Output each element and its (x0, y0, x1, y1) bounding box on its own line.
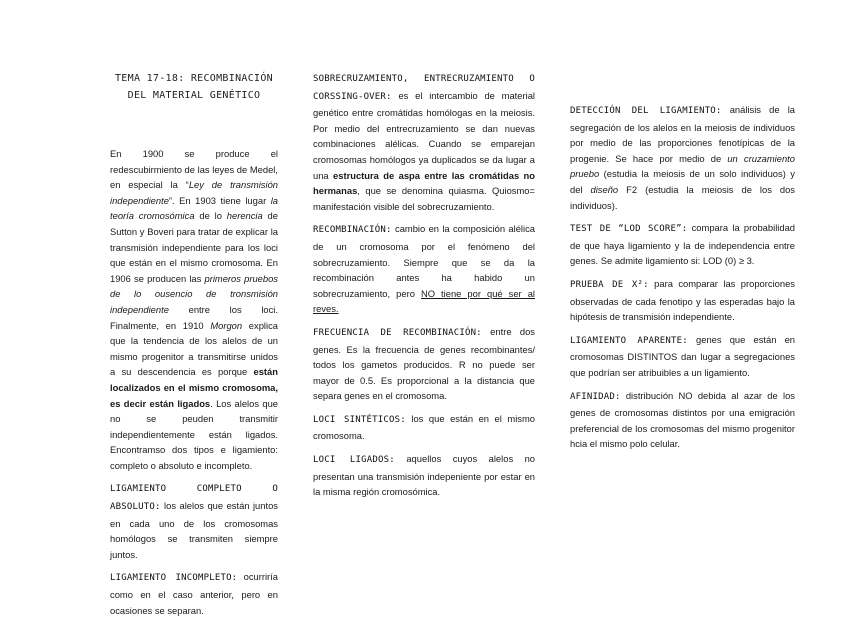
text-segment: de lo (194, 210, 227, 222)
section-heading: RECOMBINACIÓN: (313, 225, 392, 236)
text-segment: los que están en el mismo cromosoma. (313, 412, 535, 442)
text-segment: (estudia la meiosis de un solo individuos) y del (570, 168, 795, 195)
ligamiento-incompleto-text: ocurriría como en el caso anterior, pero en ocasiones se separan. (110, 571, 278, 616)
text-segment: herencia (226, 210, 263, 222)
ligamiento-aparente-paragraph (570, 332, 795, 381)
text-segment: estructura de aspa entre las cromátidas no hermanas (313, 169, 536, 197)
section-heading: TEST DE “LOD SCORE”: (570, 224, 688, 235)
text-segment: distribución NO debida al azar de los genes de cromosomas distintos por una emigración preferencial de los cromosomas del mismo progenitor hcia el mismo polo celular. (570, 389, 795, 450)
prueba-chi-paragraph (570, 276, 795, 325)
section-heading: LIGAMIENTO APARENTE: (570, 335, 688, 346)
text-segment: aquellos cuyos alelos no presentan una transmisión indepeniente por estar en la misma región cromosómica. (313, 453, 535, 498)
text-segment: para comparar las proporciones observadas de cada fenotipo y las esperadas bajo la hipótesis de transmisión independiente. (570, 277, 795, 323)
text-segment: , que se denomina quiasma. Quiosmo= manifestación visible del sobrecruzamiento. (313, 185, 535, 212)
ligamiento-completo-text: los alelos que están juntos en cada uno de los cromosomas homólogos se transmiten siempre juntos. (110, 500, 278, 560)
loci-ligados-paragraph (313, 451, 535, 500)
text-segment: . Los alelos que no se peuden transmitir independientemente están ligados. Encontramso dos tipos e ligamiento: completo o absoluto e incompleto. (110, 397, 278, 471)
text-segment: la teoría cromosómica (110, 194, 278, 222)
lod-score-paragraph (570, 220, 795, 269)
text-segment: cambio en la composición alélica de un cromosoma por el fenómeno del sobrecruzamiento. Siempre que se da la recombinación antes ha habido un sobrecruzamiento, pero (313, 223, 535, 299)
text-segment: análisis de la segregación de los alelos en la meiosis de individuos por medio de las proporciones fenotípicas de la progenie. Se hace por medio de (570, 104, 795, 164)
deteccion-ligamiento-paragraph (570, 102, 795, 213)
text-segment: primeros pruebos de lo ousencio de tronsmisión independiente (110, 272, 278, 315)
afinidad-paragraph (570, 388, 795, 452)
column-3 (570, 70, 795, 459)
text-segment: es el intercambio de material genético entre cromátidas homólogas en la meiosis. Por medio del entrecruzamiento se dan nuevas combinaciones alélicas. Cuando se emparejan cromosomas homólogos ya duplicados se da lugar a una (313, 89, 535, 181)
ligamiento-completo-paragraph (110, 480, 278, 562)
page-title: TEMA 17-18: RECOMBINACIÓN DEL MATERIAL GENÉTICO (114, 73, 273, 101)
text-segment: Morgon (210, 319, 243, 331)
section-heading: SOBRECRUZAMIENTO, ENTRECRUZAMIENTO O CORSSING-OVER: (313, 74, 535, 102)
intro-paragraph (110, 146, 278, 473)
ligamiento-incompleto-heading: LIGAMIENTO INCOMPLETO: (110, 573, 238, 584)
section-heading: DETECCIÓN DEL LIGAMIENTO: (570, 106, 722, 116)
text-segment: entre los loci. Finalmente, en 1910 (110, 303, 278, 331)
text-segment: En 1900 se produce el redescubirmiento de las leyes de Medel, en especial la “ (110, 148, 278, 191)
text-segment: explica que la tendencia de los alelos de un mismo progenitor a transmitirse unidos a su descendencia es porque (110, 319, 278, 378)
ligamiento-incompleto-paragraph (110, 569, 278, 618)
loci-sinteticos-paragraph (313, 411, 535, 444)
text-segment: ”. En 1903 tiene lugar (168, 194, 271, 206)
text-segment: F2 (estudia la meiosis de los dos individuos). (570, 183, 795, 211)
section-heading: LOCI LIGADOS: (313, 455, 395, 466)
text-segment: un cruzamiento pruebo (570, 152, 795, 180)
text-segment: de Sutton y Boveri para tratar de explicar la transmisión independiente para los loci que están en el mismo cromosoma. En 1906 se producen las (110, 210, 278, 284)
ligamiento-completo-heading: LIGAMIENTO COMPLETO O ABSOLUTO: (110, 484, 278, 513)
column-2 (313, 70, 535, 507)
section-heading: PRUEBA DE X²: (570, 279, 649, 290)
text-segment: NO tiene por qué ser al reves. (313, 287, 536, 315)
column-1 (110, 70, 278, 625)
section-heading: LOCI SINTÉTICOS: (313, 414, 406, 425)
text-segment: genes que están en cromosomas DISTINTOS dan lugar a segregaciones que podrían ser atribuibles a un ligamiento. (570, 333, 795, 378)
recombinacion-paragraph (313, 221, 535, 317)
section-heading: AFINIDAD: (570, 391, 621, 402)
frecuencia-recombinacion-paragraph (313, 324, 535, 404)
text-segment: están localizados en el mismo cromosoma, es decir están ligados (110, 366, 278, 409)
sobrecruzamiento-paragraph (313, 70, 535, 214)
text-segment: entre dos genes. Es la frecuencia de genes recombinantes/ todos los gametos producidos. R no puede ser mayor de 0.5. Es proporcional a la distancia que separa genes en el cromosoma. (313, 325, 535, 402)
text-segment: diseño (590, 183, 619, 195)
section-heading: FRECUENCIA DE RECOMBINACIÓN: (313, 327, 482, 338)
text-segment: compara la probabilidad de que haya ligamiento y la de independencia entre genes. Se admite ligamiento si: LOD (0) ≥ 3. (570, 222, 796, 267)
text-segment: Ley de transmisión independiente (110, 179, 278, 206)
